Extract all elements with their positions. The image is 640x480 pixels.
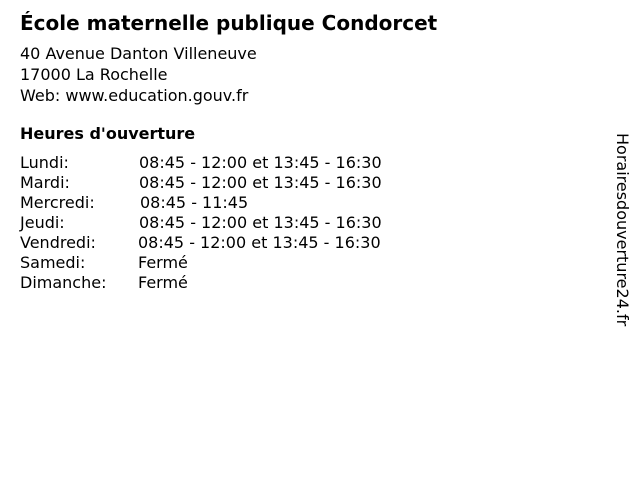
address-block — [20, 43, 257, 106]
day-label: Dimanche: — [20, 273, 107, 292]
website-line: Web: www.education.gouv.fr — [20, 86, 249, 105]
day-label: Vendredi: — [20, 233, 96, 252]
time-range: Fermé — [138, 273, 188, 292]
school-name: École maternelle publique Condorcet — [20, 11, 438, 35]
time-range: 08:45 - 12:00 et 13:45 - 16:30 — [138, 233, 381, 252]
address-street: 40 Avenue Danton Villeneuve — [20, 44, 257, 63]
day-label: Mercredi: — [20, 193, 95, 212]
time-range: 08:45 - 12:00 et 13:45 - 16:30 — [139, 153, 382, 172]
site-watermark — [610, 133, 634, 373]
day-label: Mardi: — [20, 173, 70, 192]
address-city: 17000 La Rochelle — [20, 65, 168, 84]
opening-hours-heading: Heures d'ouverture — [20, 124, 196, 143]
watermark-text: Horairesdouverture24.fr — [613, 133, 632, 327]
time-range: 08:45 - 12:00 et 13:45 - 16:30 — [139, 213, 382, 232]
day-label: Samedi: — [20, 253, 86, 272]
time-range: 08:45 - 11:45 — [140, 193, 249, 212]
time-range: Fermé — [138, 253, 188, 272]
day-label: Jeudi: — [20, 213, 65, 232]
time-range: 08:45 - 12:00 et 13:45 - 16:30 — [139, 173, 382, 192]
day-label: Lundi: — [20, 153, 69, 172]
